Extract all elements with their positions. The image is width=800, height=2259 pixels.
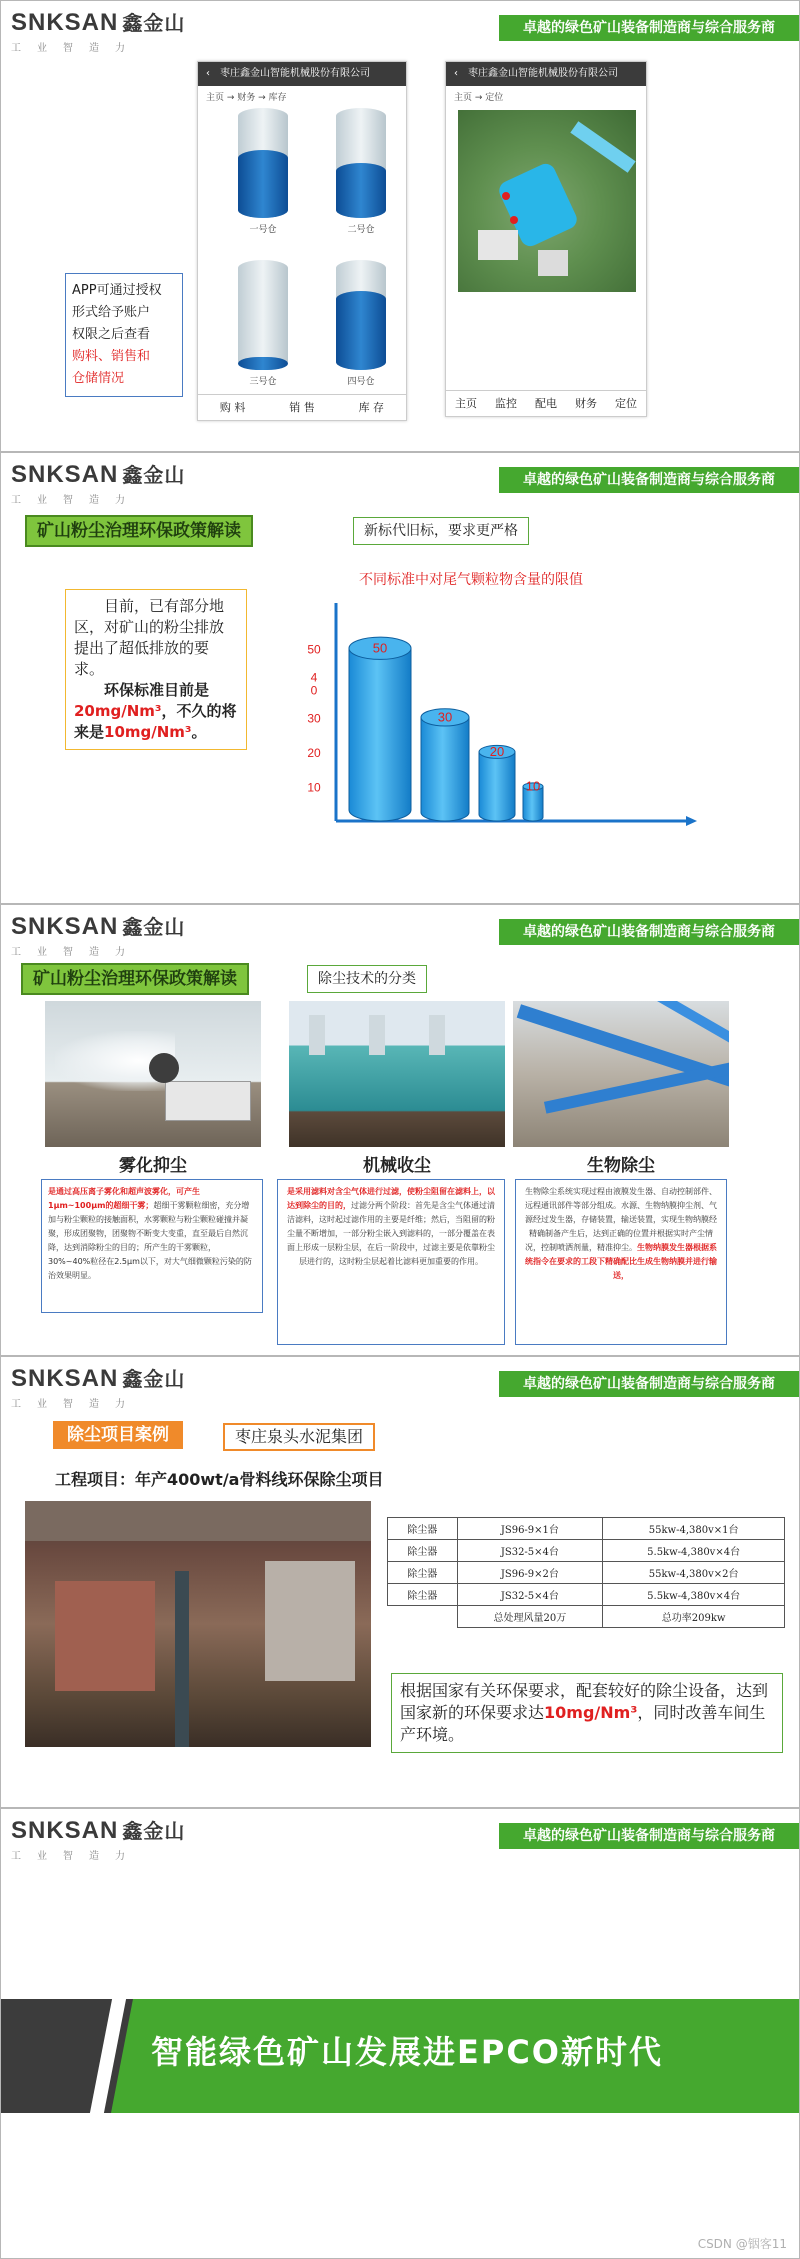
map-conveyor	[570, 121, 635, 173]
phone-location-screen	[445, 61, 647, 417]
filter-hopper	[429, 1015, 445, 1055]
y-tick-label: 10	[307, 780, 321, 795]
section-title: 矿山粉尘治理环保政策解读	[21, 963, 249, 995]
silo-2[interactable]	[336, 108, 386, 235]
company-logo: SNKSAN 鑫金山 工业智造力	[11, 1817, 186, 1862]
emission-limit-chart	[281, 593, 701, 843]
case-company: 枣庄泉头水泥集团	[223, 1423, 375, 1451]
tab-finance[interactable]: 财务	[575, 397, 597, 410]
silo-cylinder	[336, 260, 386, 370]
breadcrumb: 主页 → 财务 → 库存	[206, 93, 287, 103]
table-cell: JS32-5×4台	[457, 1540, 603, 1562]
app-company-title: 枣庄鑫金山智能机械股份有限公司	[220, 68, 370, 79]
case-label: 除尘项目案例	[53, 1421, 183, 1449]
silo-3[interactable]	[238, 260, 288, 387]
equipment-table	[387, 1517, 785, 1628]
map-building	[538, 250, 568, 276]
fog-cannon	[149, 1053, 179, 1083]
blue-conveyor	[639, 1001, 729, 1050]
x-axis-arrow-icon	[686, 816, 697, 826]
y-tick-label: 0	[310, 683, 318, 698]
silo-cylinder	[336, 108, 386, 218]
watermark: CSDN @铟客11	[697, 2237, 787, 2251]
slogan-banner: 卓越的绿色矿山装备制造商与综合服务商	[499, 1371, 799, 1397]
tab-monitor[interactable]: 监控	[495, 397, 517, 410]
table-cell: JS32-5×4台	[457, 1584, 603, 1606]
table-cell: 除尘器	[388, 1562, 458, 1584]
phone-inventory-screen	[197, 61, 407, 421]
location-marker-icon[interactable]	[510, 216, 518, 224]
col-desc-fog: 是通过高压离子雾化和超声波雾化，可产生1μm~100μm的超细干雾；超细干雾颗粒细密，充分增加与粉尘颗粒的接触面积，水雾颗粒与粉尘颗粒碰撞并凝聚，形成团聚物，团聚物不断变大变重，直至最后自然沉降，达到消除粉尘的目的；所产生的干雾颗粒，30%~40%粒径在2.5μm以下，对大气细微颗粒污染的防治效果明显。	[41, 1179, 263, 1313]
slogan-banner: 卓越的绿色矿山装备制造商与综合服务商	[499, 15, 799, 41]
table-cell: 除尘器	[388, 1540, 458, 1562]
roof-structure	[25, 1501, 371, 1541]
col-desc-mechanical: 是采用滤料对含尘气体进行过滤，使粉尘阻留在滤料上，以达到除尘的目的，过滤分两个阶段：首先是含尘气体通过清洁滤料，这时起过滤作用的主要是纤维；然后，当阻留的粉尘量不断增加，一部分粉尘嵌入到滤料的，一部分覆盖在表面上形成一层粉尘层，在后一阶段中，过滤主要是依靠粉尘层进行的，这时粉尘层起着比滤料更加重要的作用。	[277, 1179, 505, 1345]
silo-label: 三号仓	[249, 377, 277, 387]
bar-value-label: 30	[437, 709, 453, 725]
tab-power[interactable]: 配电	[535, 397, 557, 410]
silo-1[interactable]	[238, 108, 288, 235]
tab-sales[interactable]: 销 售	[289, 401, 315, 414]
table-cell: JS96-9×1台	[457, 1518, 603, 1540]
policy-text-box: 目前，已有部分地区，对矿山的粉尘排放提出了超低排放的要求。 环保标准目前是20mg/Nm³，不久的将来是10mg/Nm³。	[65, 589, 247, 750]
dust-collector	[265, 1561, 355, 1681]
tab-purchase[interactable]: 购 料	[219, 401, 246, 414]
company-logo: SNKSAN 鑫金山 工业智造力	[11, 1365, 186, 1410]
silo-fill-level	[238, 357, 288, 370]
back-icon[interactable]: ‹	[206, 68, 210, 79]
silo-fill-level	[238, 150, 288, 218]
silo-4[interactable]	[336, 260, 386, 387]
silo-cylinder	[238, 108, 288, 218]
chart-caption: 不同标准中对尾气颗粒物含量的限值	[359, 572, 583, 588]
company-logo: SNKSAN 鑫金山 工业智造力	[11, 913, 186, 958]
slide-dust-tech	[0, 904, 800, 1356]
company-logo: SNKSAN 鑫金山 工业智造力	[11, 9, 186, 54]
table-cell: JS96-9×2台	[457, 1562, 603, 1584]
table-cell: 55kw-4,380v×2台	[603, 1562, 785, 1584]
bio-dust-photo	[513, 1001, 729, 1147]
tab-location[interactable]: 定位	[615, 397, 637, 410]
silo-cylinder	[238, 260, 288, 370]
table-cell: 除尘器	[388, 1584, 458, 1606]
silo-fill-level	[336, 291, 386, 370]
slogan-banner: 卓越的绿色矿山装备制造商与综合服务商	[499, 467, 799, 493]
slogan-banner: 卓越的绿色矿山装备制造商与综合服务商	[499, 919, 799, 945]
section-title: 矿山粉尘治理环保政策解读	[25, 515, 253, 547]
bar-value-label: 20	[489, 743, 505, 759]
y-tick-label: 4	[310, 670, 318, 685]
table-cell: 5.5kw-4,380v×4台	[603, 1584, 785, 1606]
col-title-mechanical: 机械收尘	[363, 1156, 431, 1176]
silo-fill-level	[336, 163, 386, 218]
bar-1	[349, 637, 411, 821]
filter-hopper	[309, 1015, 325, 1055]
y-tick-label: 30	[307, 711, 321, 726]
bar-cylinder-body	[349, 648, 411, 821]
back-icon[interactable]: ‹	[454, 68, 458, 79]
dust-collector	[55, 1581, 155, 1691]
app-company-title: 枣庄鑫金山智能机械股份有限公司	[468, 68, 618, 79]
silo-label: 二号仓	[347, 225, 375, 235]
slogan-banner: 卓越的绿色矿山装备制造商与综合服务商	[499, 1823, 799, 1849]
subtitle-box: 除尘技术的分类	[307, 965, 427, 993]
bar-cylinder-body	[479, 752, 515, 821]
table-cell: 5.5kw-4,380v×4台	[603, 1540, 785, 1562]
silo-label: 四号仓	[347, 377, 375, 387]
subtitle-box: 新标代旧标，要求更严格	[353, 517, 529, 545]
slide-case	[0, 1356, 800, 1808]
table-cell: 55kw-4,380v×1台	[603, 1518, 785, 1540]
map-building	[478, 230, 518, 260]
truck-body	[165, 1081, 251, 1121]
slide-policy	[0, 452, 800, 904]
plant-photo	[25, 1501, 371, 1747]
phone-tabbar	[446, 390, 646, 416]
table-row	[388, 1540, 785, 1562]
table-row	[388, 1562, 785, 1584]
table-row	[388, 1584, 785, 1606]
baghouse-photo	[289, 1001, 505, 1147]
col-title-fog: 雾化抑尘	[119, 1156, 187, 1176]
location-marker-icon[interactable]	[502, 192, 510, 200]
y-tick-label: 50	[307, 642, 321, 657]
tab-inventory[interactable]: 库 存	[358, 401, 385, 414]
bar-cylinder-body	[421, 717, 469, 821]
conclusion-box: 根据国家有关环保要求，配套较好的除尘设备，达到国家新的环保要求达10mg/Nm³，同时改善车间生产环境。	[391, 1673, 783, 1753]
filter-hopper	[369, 1015, 385, 1055]
y-tick-label: 20	[307, 745, 321, 760]
bar-2	[421, 709, 469, 821]
col-title-bio: 生物除尘	[587, 1156, 655, 1176]
closing-band	[1, 1999, 800, 2113]
company-logo: SNKSAN 鑫金山 工业智造力	[11, 461, 186, 506]
table-total-row: 总处理风量20万 总功率209kw	[388, 1606, 785, 1628]
table-cell: 除尘器	[388, 1518, 458, 1540]
table-row	[388, 1518, 785, 1540]
fog-cannon-photo	[45, 1001, 261, 1147]
closing-headline: 智能绿色矿山发展进EPCO新时代	[151, 2033, 664, 2071]
tab-home[interactable]: 主页	[455, 397, 477, 410]
slide-app	[0, 0, 800, 452]
duct-pipe	[175, 1571, 189, 1747]
app-permission-note: APP可通过授权 形式给予账户 权限之后查看 购料、销售和 仓储情况	[65, 273, 183, 397]
bar-value-label: 10	[525, 778, 541, 794]
slide-closing	[0, 1808, 800, 2259]
silo-label: 一号仓	[249, 225, 277, 235]
breadcrumb: 主页 → 定位	[454, 93, 504, 103]
phone-tabbar	[198, 394, 406, 420]
project-title: 工程项目：年产400wt/a骨料线环保除尘项目	[55, 1470, 384, 1489]
blue-conveyor	[544, 1060, 729, 1113]
site-map-image[interactable]	[458, 110, 636, 292]
col-desc-bio: 生物除尘系统实现过程由液膜发生器、自动控制部件、远程通讯部件等部分组成。水源、生物纳膜抑尘剂、气源经过发生器，存储装置，输送装置，实现生物纳膜经精确制备产生后，达到正确的位置并根据实时产尘情况，控制喷洒剂量，精准抑尘。生物纳膜发生器根据系统指令在要求的工段下精确配比生成生物纳膜并进行输送，	[515, 1179, 727, 1345]
bar-value-label: 50	[372, 640, 388, 656]
